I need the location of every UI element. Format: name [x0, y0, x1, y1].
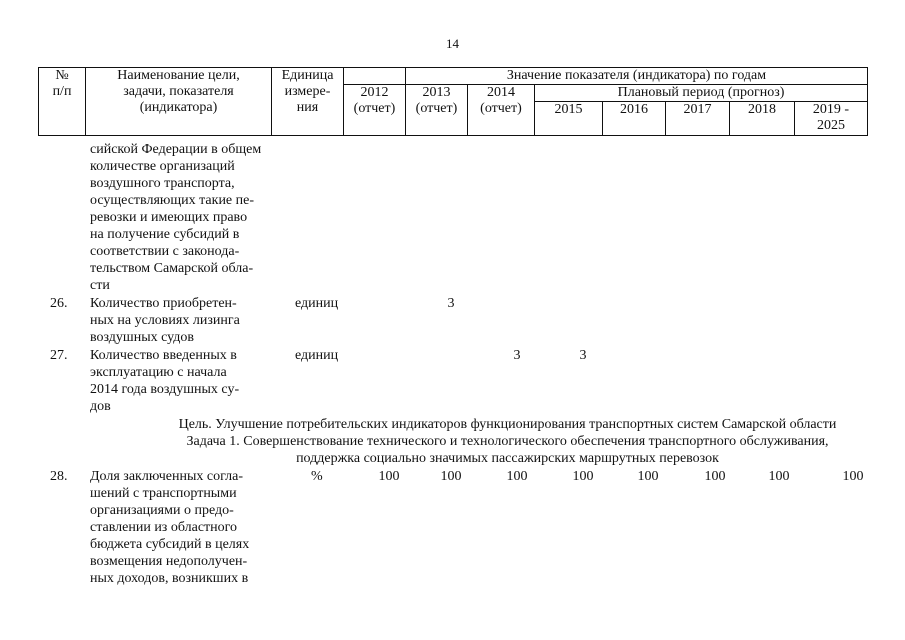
text-line: на получение субсидий в — [90, 227, 240, 242]
row-28-value-2014: 100 — [506, 469, 528, 484]
text-line: Количество введенных в — [90, 348, 237, 363]
row-28-value-2018: 100 — [768, 469, 790, 484]
text-line: ревозки и имеющих право — [90, 210, 248, 225]
text-line: количестве организаций — [90, 159, 235, 174]
row-28-value-2015: 100 — [572, 469, 594, 484]
header-2018: 2018 — [730, 102, 795, 136]
row-26-unit: единиц — [295, 296, 339, 311]
header-planned-title: Плановый период (прогноз) — [535, 85, 868, 102]
header-2014: 2014 (отчет) — [468, 85, 535, 136]
header-2012: 2012 (отчет) — [344, 85, 406, 136]
continuation-text — [90, 141, 261, 294]
text-line: дов — [90, 399, 111, 414]
text-line: шений с транспортными — [90, 486, 237, 501]
row-27-number: 27. — [50, 348, 68, 363]
row-26-number: 26. — [50, 296, 68, 311]
header-2019-2025: 2019 - 2025 — [795, 102, 868, 136]
indicator-table-header — [38, 67, 868, 136]
header-name: Наименование цели, задачи, показателя (индикатора) — [86, 68, 272, 136]
row-27-name — [90, 347, 239, 415]
text-line: 2014 года воздушных су- — [90, 382, 240, 397]
row-27-unit: единиц — [295, 348, 339, 363]
row-26-value-2013: 3 — [447, 296, 455, 311]
row-28-name — [90, 468, 249, 587]
text-line: ных доходов, возникших в — [90, 571, 249, 586]
text-line: бюджета субсидий в целях — [90, 537, 250, 552]
header-blank — [344, 68, 406, 85]
goal-heading — [0, 416, 905, 467]
text-line: Количество приобретен- — [90, 296, 237, 311]
text-line: соответствии с законода- — [90, 244, 240, 259]
header-unit: Единица измере- ния — [272, 68, 344, 136]
row-27-value-2015: 3 — [579, 348, 587, 363]
text-line: тельством Самарской обла- — [90, 261, 254, 276]
page-number: 14 — [446, 36, 459, 51]
text-line: сийской Федерации в общем — [90, 142, 262, 157]
header-2013: 2013 (отчет) — [406, 85, 468, 136]
text-line: Доля заключенных согла- — [90, 469, 244, 484]
header-2015: 2015 — [535, 102, 603, 136]
row-28-unit: % — [311, 469, 323, 484]
header-num: № п/п — [39, 68, 86, 136]
text-line: эксплуатацию с начала — [90, 365, 227, 380]
text-line: воздушного транспорта, — [90, 176, 235, 191]
row-28-value-2012: 100 — [378, 469, 400, 484]
task-line: Задача 1. Совершенствование технического и технологического обеспечения транспортного обслуживания, — [186, 434, 829, 449]
goal-line: Цель. Улучшение потребительских индикаторов функционирования транспортных систем Самарской области — [178, 417, 837, 432]
header-values-title: Значение показателя (индикатора) по годам — [406, 68, 868, 85]
row-27-value-2014: 3 — [513, 348, 521, 363]
text-line: ных на условиях лизинга — [90, 313, 240, 328]
header-2016: 2016 — [603, 102, 666, 136]
header-2017: 2017 — [666, 102, 730, 136]
text-line: осуществляющих такие пе- — [90, 193, 255, 208]
task-line: поддержка социально значимых пассажирских маршрутных перевозок — [296, 451, 719, 466]
row-28-number: 28. — [50, 469, 68, 484]
text-line: возмещения недополучен- — [90, 554, 248, 569]
row-28-value-2013: 100 — [440, 469, 462, 484]
row-26-name — [90, 295, 240, 346]
row-28-value-2019-2025: 100 — [842, 469, 864, 484]
text-line: ставлении из областного — [90, 520, 238, 535]
row-28-value-2016: 100 — [637, 469, 659, 484]
row-28-value-2017: 100 — [704, 469, 726, 484]
text-line: воздушных судов — [90, 330, 194, 345]
text-line: сти — [90, 278, 110, 293]
text-line: организациями о предо- — [90, 503, 234, 518]
